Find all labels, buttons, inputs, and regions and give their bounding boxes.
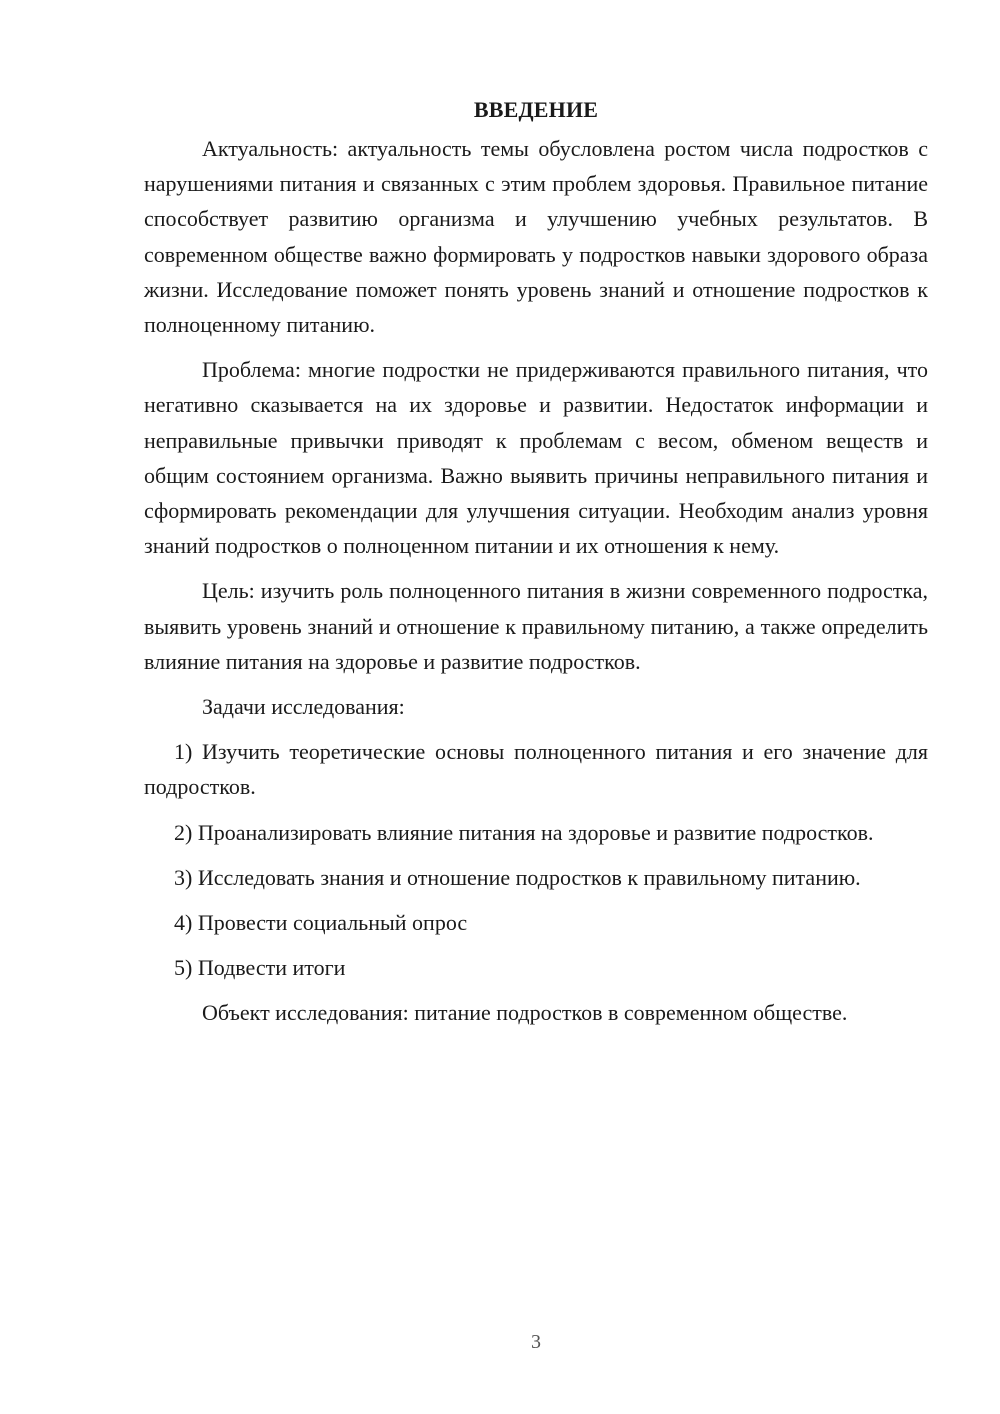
page-number: 3 <box>531 1331 541 1353</box>
object-paragraph: Объект исследования: питание подростков в современном обществе. <box>202 1000 848 1026</box>
task-item: 4) Провести социальный опрос <box>174 910 468 936</box>
page-title: ВВЕДЕНИЕ <box>473 97 599 122</box>
task-item: 1) Изучить теоретические основы полноценного питания и его значение для подростков. <box>144 739 928 800</box>
task-item: 5) Подвести итоги <box>174 955 346 981</box>
goal-paragraph: Цель: изучить роль полноценного питания в жизни современного подростка, выявить уровень знаний и отношение к правильному питанию, а также определить влияние питания на здоровье и развитие подростков. <box>144 578 928 674</box>
tasks-heading: Задачи исследования: <box>202 694 405 720</box>
document-page <box>144 92 928 1031</box>
task-item: 2) Проанализировать влияние питания на здоровье и развитие подростков. <box>174 819 874 845</box>
relevance-paragraph: Актуальность: актуальность темы обусловлена ростом числа подростков с нарушениями питания и связанных с этим проблем здоровья. Правильное питание способствует развитию организма и улучшению учебных результатов. В современном обществе важно формировать у подростков навыки здорового образа жизни. Исследование поможет понять уровень знаний и отношение подростков к полноценному питанию. <box>144 136 928 338</box>
task-item: 3) Исследовать знания и отношение подростков к правильному питанию. <box>174 864 861 890</box>
problem-paragraph: Проблема: многие подростки не придерживаются правильного питания, что негативно сказывается на их здоровье и развитии. Недостаток информации и неправильные привычки приводят к проблемам с весом, обменом веществ и общим состоянием организма. Важно выявить причины неправильного питания и сформировать рекомендации для улучшения ситуации. Необходим анализ уровня знаний подростков о полноценном питании и их отношения к нему. <box>144 357 928 559</box>
